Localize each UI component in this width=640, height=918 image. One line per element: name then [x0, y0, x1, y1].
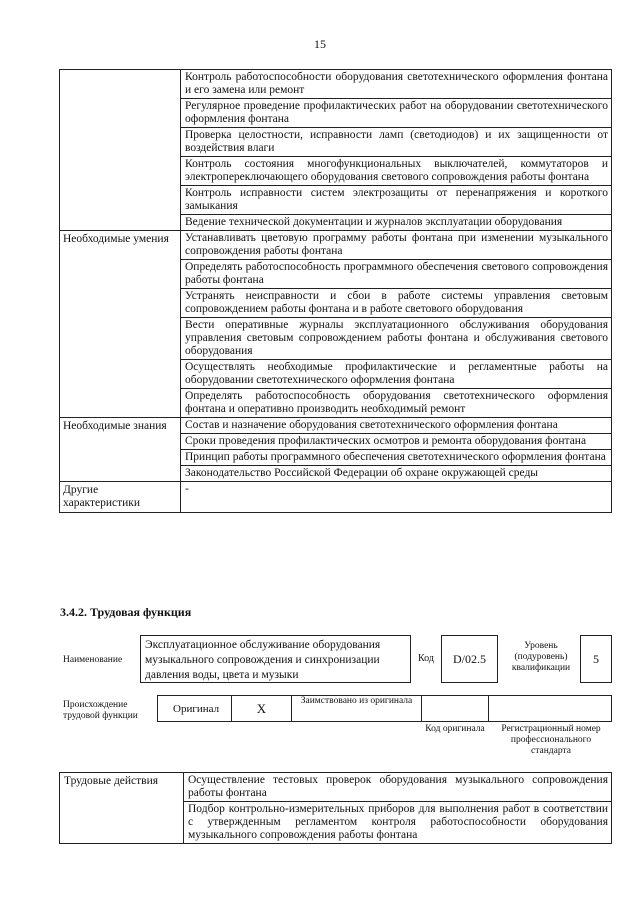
requirement-cell: Устанавливать цветовую программу работы фонтана при изменении музыкального сопровождения работы фонтана: [181, 231, 612, 260]
original-code-cell: [422, 696, 489, 722]
code-label: Код: [418, 653, 434, 664]
table-row: [60, 773, 612, 802]
origin-table: [157, 695, 612, 722]
actions-label: Трудовые действия: [60, 773, 184, 844]
reg-caption: Регистрационный номер профессионального стандарта: [501, 724, 601, 756]
level-label: Уровень (подуровень) квалификации: [511, 641, 571, 673]
group-label: Необходимые умения: [60, 231, 181, 418]
requirement-cell: Принцип работы программного обеспечения светотехнического оформления фонтана: [181, 450, 612, 466]
reg-number-cell: [489, 696, 612, 722]
original-mark: X: [232, 696, 292, 722]
requirement-cell: Законодательство Российской Федерации об охране окружающей среды: [181, 466, 612, 482]
requirements-table: [59, 69, 612, 513]
section-title: 3.4.2. Трудовая функция: [60, 605, 192, 619]
group-label: Другие характеристики: [60, 482, 181, 513]
code-caption: Код оригинала: [425, 724, 485, 734]
function-name-box: Эксплуатационное обслуживание оборудования музыкального сопровождения и синхронизации давления воды, цвета и музыки: [140, 635, 411, 683]
original-label: Оригинал: [158, 696, 232, 722]
requirement-cell: Проверка целостности, исправности ламп (светодиодов) и их защищенности от воздействия влаги: [181, 128, 612, 157]
action-cell: Подбор контрольно-измерительных приборов для выполнения работ в соответствии с утвержденным регламентом контроля работоспособности оборудования музыкального сопровождения работы фонтана: [184, 802, 612, 844]
table-row: [60, 418, 612, 434]
function-code-box: D/02.5: [441, 635, 498, 683]
borrowed-label: Заимствовано из оригинала: [292, 696, 422, 722]
level-box: 5: [580, 635, 612, 683]
requirement-cell: Осуществлять необходимые профилактические и регламентные работы на оборудовании светотехнического оформления фонтана: [181, 360, 612, 389]
labor-actions-table: [59, 772, 612, 844]
page-number: 15: [314, 37, 326, 51]
requirement-cell: Состав и назначение оборудования светотехнического оформления фонтана: [181, 418, 612, 434]
requirement-cell: Вести оперативные журналы эксплуатационного обслуживания оборудования управления световым сопровождением работы фонтана и обслуживания светового оборудования: [181, 318, 612, 360]
action-cell: Осуществление тестовых проверок оборудования музыкального сопровождения работы фонтана: [184, 773, 612, 802]
table-row: [60, 482, 612, 513]
requirement-cell: Определять работоспособность оборудования светотехнического оформления фонтана и оперативно производить необходимый ремонт: [181, 389, 612, 418]
requirement-cell: Регулярное проведение профилактических работ на оборудовании светотехнического оформления фонтана: [181, 99, 612, 128]
table-row: [60, 70, 612, 99]
requirement-cell: Контроль работоспособности оборудования светотехнического оформления фонтана и его замена или ремонт: [181, 70, 612, 99]
requirement-cell: -: [181, 482, 612, 513]
group-label: Необходимые знания: [60, 418, 181, 482]
origin-label: Происхождение трудовой функции: [63, 700, 138, 721]
requirement-cell: Ведение технической документации и журналов эксплуатации оборудования: [181, 215, 612, 231]
requirement-cell: Контроль исправности систем электрозащиты от перенапряжения и короткого замыкания: [181, 186, 612, 215]
group-label: [60, 70, 181, 231]
table-row: [60, 231, 612, 260]
requirement-cell: Сроки проведения профилактических осмотров и ремонта оборудования фонтана: [181, 434, 612, 450]
requirement-cell: Устранять неисправности и сбои в работе системы управления световым сопровождением работы фонтана и в работе светового оборудования: [181, 289, 612, 318]
requirement-cell: Контроль состояния многофункциональных выключателей, коммутаторов и электропереключающего оборудования светового сопровождения работы фонтана: [181, 157, 612, 186]
requirement-cell: Определять работоспособность программного обеспечения светового сопровождения работы фонтана: [181, 260, 612, 289]
name-label: Наименование: [63, 655, 123, 665]
